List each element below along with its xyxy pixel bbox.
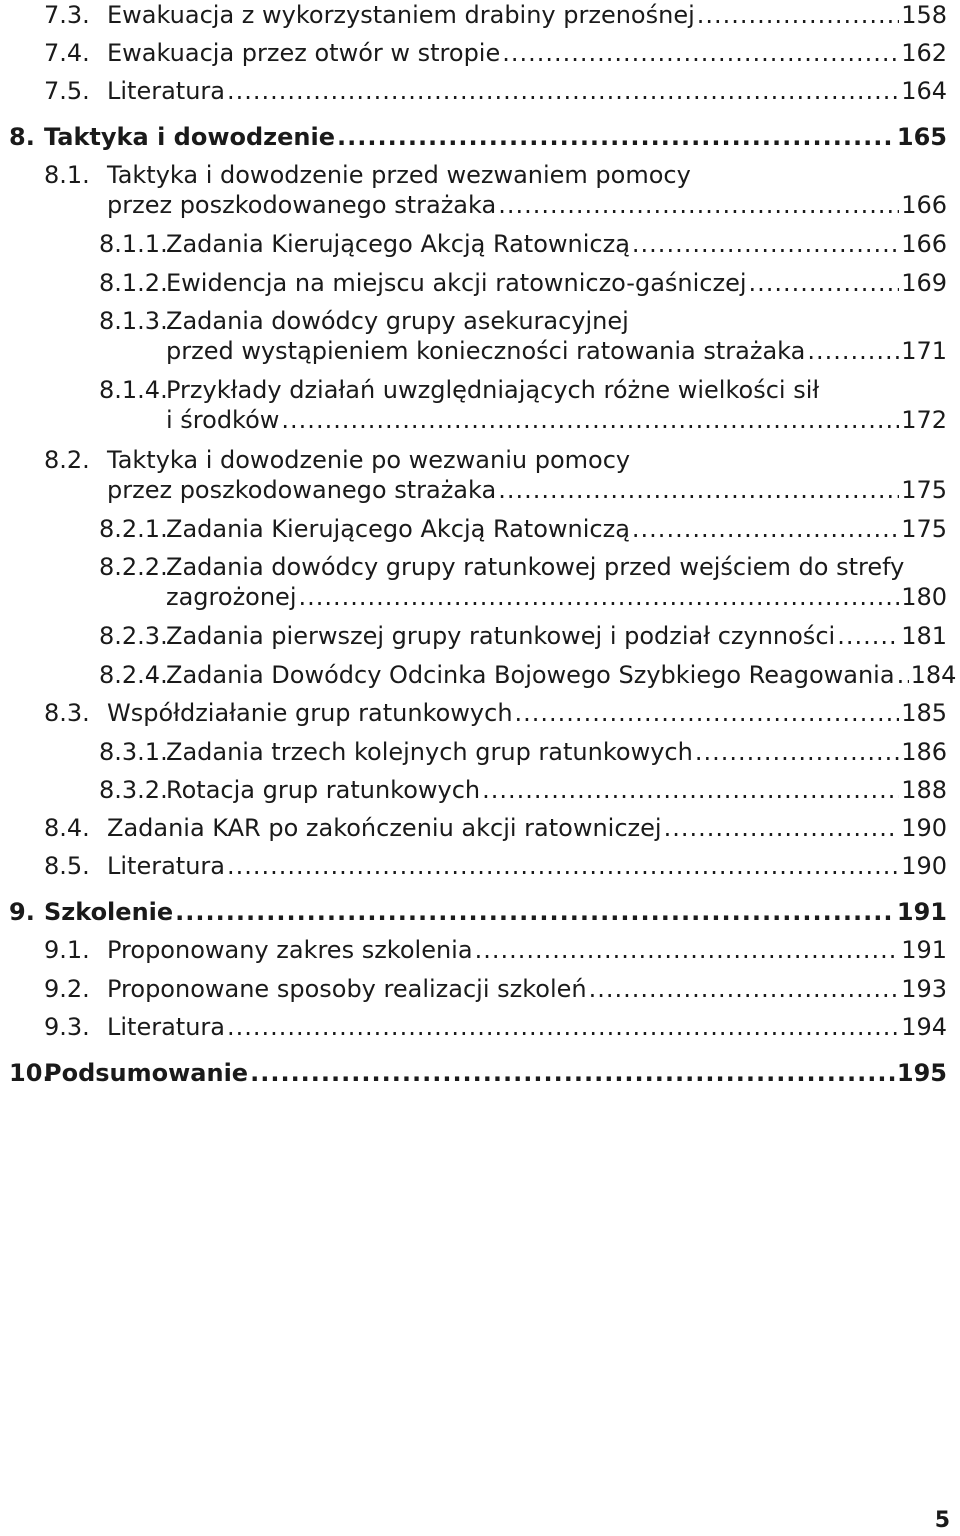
- toc-entry-number: 7.4.: [44, 39, 90, 67]
- toc-entry-number: 8.1.2.: [99, 269, 168, 297]
- toc-entry-title: Taktyka i dowodzenie przed wezwaniem pomocy: [107, 161, 691, 189]
- toc-entry-number: 8.3.2.: [99, 776, 168, 804]
- toc-entry-title: Proponowane sposoby realizacji szkoleń: [107, 975, 587, 1003]
- toc-chapter-title: Szkolenie: [44, 898, 174, 926]
- toc-entry-number: 9.1.: [44, 936, 90, 964]
- dot-leader: [749, 268, 900, 298]
- toc-entry-title: Współdziałanie grup ratunkowych: [107, 699, 513, 727]
- toc-chapter-title: Podsumowanie: [44, 1059, 249, 1087]
- toc-entry-title: Ewidencja na miejscu akcji ratowniczo-gaśniczej: [166, 269, 747, 297]
- toc-entry-page: 158: [901, 1, 947, 29]
- toc-entry-page: 184: [910, 661, 957, 689]
- dot-leader: [695, 737, 899, 767]
- toc-chapter-page: 191: [896, 898, 947, 926]
- dot-leader: [664, 813, 900, 843]
- dot-leader: [250, 1058, 895, 1088]
- toc-entry-title-cont: i środków: [166, 406, 280, 434]
- toc-entry-number: 8.2.1.: [99, 515, 168, 543]
- dot-leader: [897, 660, 909, 690]
- toc-entry-page: 194: [901, 1013, 947, 1041]
- toc-entry-page: 175: [901, 476, 947, 504]
- toc-entry-number: 9.2.: [44, 975, 90, 1003]
- toc-entry-page: 175: [901, 515, 947, 543]
- toc-entry-title: Literatura: [107, 1013, 225, 1041]
- dot-leader: [589, 974, 900, 1004]
- toc-entry-page: 181: [901, 622, 947, 650]
- toc-entry-number: 7.5.: [44, 77, 90, 105]
- toc-entry-title-cont: przez poszkodowanego strażaka: [107, 191, 497, 219]
- toc-chapter-title: Taktyka i dowodzenie: [44, 123, 335, 151]
- dot-leader: [482, 775, 899, 805]
- dot-leader: [227, 76, 899, 106]
- toc-entry-page: 166: [901, 230, 947, 258]
- toc-entry-title-cont: przez poszkodowanego strażaka: [107, 476, 497, 504]
- toc-entry-number: 8.2.4.: [99, 661, 168, 689]
- page-number: 5: [934, 1508, 950, 1533]
- toc-entry-title: Ewakuacja przez otwór w stropie: [107, 39, 501, 67]
- toc-entry-page: 180: [901, 583, 947, 611]
- toc-entry-title-cont: zagrożonej: [166, 583, 297, 611]
- toc-entry-page: 190: [901, 814, 947, 842]
- toc-entry-page: 190: [901, 852, 947, 880]
- toc-entry-page: 172: [901, 406, 947, 434]
- dot-leader: [299, 582, 900, 612]
- toc-entry-title: Literatura: [107, 852, 225, 880]
- toc-entry-page: 191: [901, 936, 947, 964]
- toc-entry-page: 162: [901, 39, 947, 67]
- toc-entry-number: 8.2.2.: [99, 553, 168, 581]
- dot-leader: [697, 0, 899, 30]
- toc-entry-title: Ewakuacja z wykorzystaniem drabiny przenośnej: [107, 1, 695, 29]
- toc-chapter-number: 10.: [9, 1059, 52, 1087]
- toc-chapter-number: 9.: [9, 898, 35, 926]
- toc-entry-number: 8.3.: [44, 699, 90, 727]
- toc-entry-page: 164: [901, 77, 947, 105]
- toc-entry-title: Zadania Dowódcy Odcinka Bojowego Szybkiego Reagowania: [166, 661, 895, 689]
- toc-entry-number: 9.3.: [44, 1013, 90, 1041]
- toc-entry-title: Proponowany zakres szkolenia: [107, 936, 473, 964]
- toc-entry-page: 171: [901, 337, 947, 365]
- toc-entry-number: 8.2.3.: [99, 622, 168, 650]
- toc-entry-number: 8.2.: [44, 446, 90, 474]
- toc-chapter-page: 195: [896, 1059, 947, 1087]
- toc-entry-number: 8.1.3.: [99, 307, 168, 335]
- toc-entry-number: 8.1.: [44, 161, 90, 189]
- dot-leader: [281, 405, 899, 435]
- dot-leader: [632, 514, 899, 544]
- dot-leader: [175, 897, 895, 927]
- toc-entry-title: Literatura: [107, 77, 225, 105]
- toc-entry-title: Taktyka i dowodzenie po wezwaniu pomocy: [107, 446, 631, 474]
- toc-entry-number: 8.1.4.: [99, 376, 168, 404]
- toc-entry-title-cont: przed wystąpieniem konieczności ratowania strażaka: [166, 337, 806, 365]
- toc-entry-title: Przykłady działań uwzględniających różne wielkości sił: [166, 376, 820, 404]
- toc-entry-page: 185: [901, 699, 947, 727]
- toc-entry-page: 186: [901, 738, 947, 766]
- toc-entry-number: 8.5.: [44, 852, 90, 880]
- toc-entry-title: Zadania KAR po zakończeniu akcji ratowniczej: [107, 814, 662, 842]
- toc-entry-page: 193: [901, 975, 947, 1003]
- toc-entry-title: Zadania trzech kolejnych grup ratunkowych: [166, 738, 693, 766]
- toc-entry-page: 169: [901, 269, 947, 297]
- toc-entry-page: 188: [901, 776, 947, 804]
- toc-entry-title: Zadania dowódcy grupy ratunkowej przed wejściem do strefy: [166, 553, 905, 581]
- toc-entry-title: Zadania Kierującego Akcją Ratowniczą: [166, 515, 630, 543]
- toc-entry-page: 166: [901, 191, 947, 219]
- dot-leader: [502, 38, 899, 68]
- toc-entry-number: 8.4.: [44, 814, 90, 842]
- dot-leader: [227, 1012, 899, 1042]
- dot-leader: [498, 190, 899, 220]
- toc-chapter-number: 8.: [9, 123, 35, 151]
- toc-entry-number: 8.1.1.: [99, 230, 168, 258]
- dot-leader: [837, 621, 899, 651]
- dot-leader: [498, 475, 899, 505]
- toc-entry-title: Rotacja grup ratunkowych: [166, 776, 481, 804]
- toc-chapter-page: 165: [896, 123, 947, 151]
- toc-entry-number: 8.3.1.: [99, 738, 168, 766]
- toc-entry-title: Zadania Kierującego Akcją Ratowniczą: [166, 230, 630, 258]
- toc-entry-title: Zadania pierwszej grupy ratunkowej i podział czynności: [166, 622, 836, 650]
- toc-entry-title: Zadania dowódcy grupy asekuracyjnej: [166, 307, 629, 335]
- dot-leader: [227, 851, 899, 881]
- dot-leader: [475, 935, 900, 965]
- toc-entry-number: 7.3.: [44, 1, 90, 29]
- dot-leader: [807, 336, 899, 366]
- dot-leader: [632, 229, 899, 259]
- dot-leader: [337, 122, 895, 152]
- dot-leader: [515, 698, 900, 728]
